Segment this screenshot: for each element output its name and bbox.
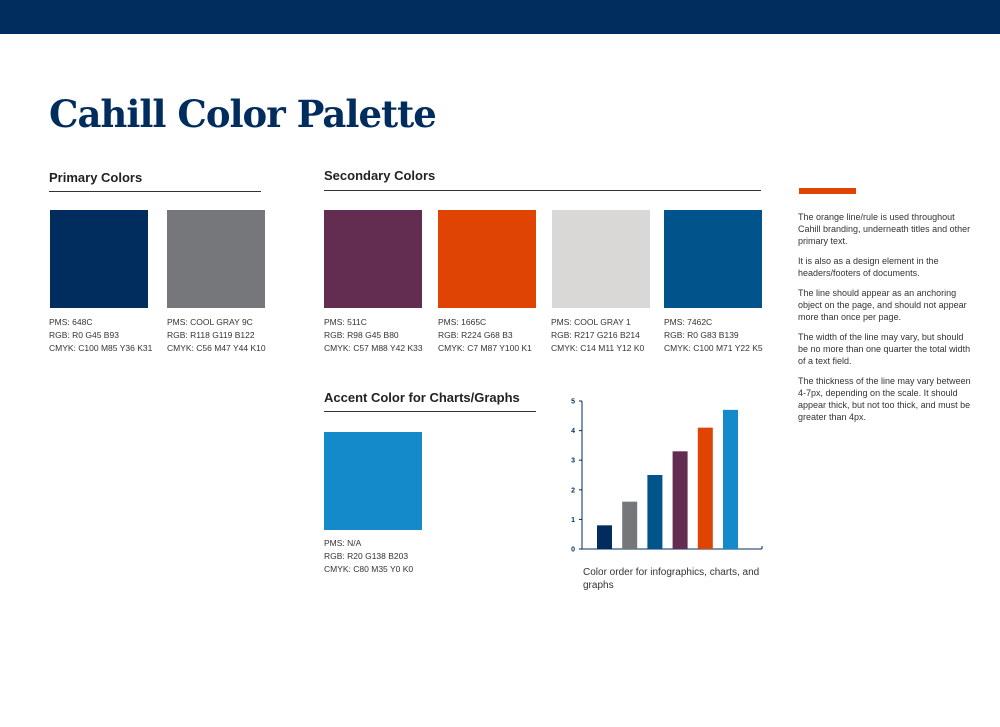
color-order-bar-chart — [560, 392, 770, 557]
pms-value: PMS: 1665C — [438, 317, 487, 327]
y-tick-label: 0 — [571, 546, 575, 554]
swatch-info-secondary-orange — [438, 316, 532, 355]
pms-value: PMS: 511C — [324, 317, 367, 327]
y-tick-label: 4 — [571, 428, 575, 436]
swatch-accent-blue — [324, 432, 422, 530]
swatch-secondary-light-gray — [552, 210, 650, 308]
cmyk-value: CMYK: C7 M87 Y100 K1 — [438, 343, 532, 353]
primary-colors-heading: Primary Colors — [49, 170, 143, 185]
bar-1 — [597, 525, 612, 549]
rgb-value: RGB: R98 G45 B80 — [324, 330, 399, 340]
swatch-secondary-orange — [438, 210, 536, 308]
cmyk-value: CMYK: C80 M35 Y0 K0 — [324, 564, 414, 574]
y-tick-label: 1 — [571, 516, 575, 524]
swatch-info-secondary-plum — [324, 316, 423, 355]
note-paragraph: The width of the line may vary, but should be no more than one quarter the total width of a text field. — [798, 332, 971, 366]
rgb-value: RGB: R224 G68 B3 — [438, 330, 513, 340]
cmyk-value: CMYK: C14 M11 Y12 K0 — [551, 343, 645, 353]
swatch-info-secondary-blue — [664, 316, 763, 355]
y-tick-label: 2 — [571, 487, 575, 495]
cmyk-value: CMYK: C56 M47 Y44 K10 — [167, 343, 266, 353]
y-tick-label: 3 — [571, 457, 575, 465]
orange-rule-notes — [798, 211, 973, 431]
swatch-info-primary-navy — [49, 316, 152, 355]
header-bar — [0, 0, 1000, 34]
bar-4 — [673, 451, 688, 549]
bar-3 — [647, 475, 662, 549]
secondary-colors-heading: Secondary Colors — [324, 168, 436, 183]
note-paragraph: The orange line/rule is used throughout Cahill branding, underneath titles and other primary text. — [798, 212, 971, 246]
secondary-colors-rule — [324, 190, 761, 191]
swatch-secondary-blue — [664, 210, 762, 308]
bar-5 — [698, 428, 713, 549]
y-tick-label: 5 — [571, 398, 575, 406]
swatch-primary-navy — [50, 210, 148, 308]
orange-rule-sample — [799, 188, 856, 194]
accent-color-rule — [324, 411, 536, 412]
cmyk-value: CMYK: C100 M71 Y22 K5 — [664, 343, 763, 353]
note-paragraph: It is also as a design element in the headers/footers of documents. — [798, 256, 939, 278]
swatch-secondary-plum — [324, 210, 422, 308]
note-paragraph: The thickness of the line may vary between 4-7px, depending on the scale. It should appear thick, but not too thick, and must be greater than 4px. — [798, 376, 971, 422]
accent-color-heading: Accent Color for Charts/Graphs — [324, 390, 520, 405]
pms-value: PMS: N/A — [324, 538, 362, 548]
cmyk-value: CMYK: C100 M85 Y36 K31 — [49, 343, 153, 353]
pms-value: PMS: COOL GRAY 1 — [551, 317, 631, 327]
rgb-value: RGB: R0 G45 B93 — [49, 330, 119, 340]
page-title: Cahill Color Palette — [49, 92, 436, 136]
bar-6 — [723, 410, 738, 549]
swatch-info-accent-blue — [324, 537, 413, 576]
rgb-value: RGB: R118 G119 B122 — [167, 330, 255, 340]
rgb-value: RGB: R0 G83 B139 — [664, 330, 739, 340]
note-paragraph: The line should appear as an anchoring object on the page, and should not appear more than once per page. — [798, 288, 967, 322]
rgb-value: RGB: R217 G216 B214 — [551, 330, 640, 340]
swatch-info-secondary-light-gray — [551, 316, 644, 355]
rgb-value: RGB: R20 G138 B203 — [324, 551, 409, 561]
pms-value: PMS: 648C — [49, 317, 93, 327]
pms-value: PMS: COOL GRAY 9C — [167, 317, 253, 327]
chart-caption: Color order for infographics, charts, and graphs — [583, 567, 760, 591]
cmyk-value: CMYK: C57 M88 Y42 K33 — [324, 343, 423, 353]
bar-2 — [622, 502, 637, 549]
swatch-info-primary-gray — [167, 316, 266, 355]
primary-colors-rule — [49, 191, 261, 192]
pms-value: PMS: 7462C — [664, 317, 713, 327]
swatch-primary-gray — [167, 210, 265, 308]
